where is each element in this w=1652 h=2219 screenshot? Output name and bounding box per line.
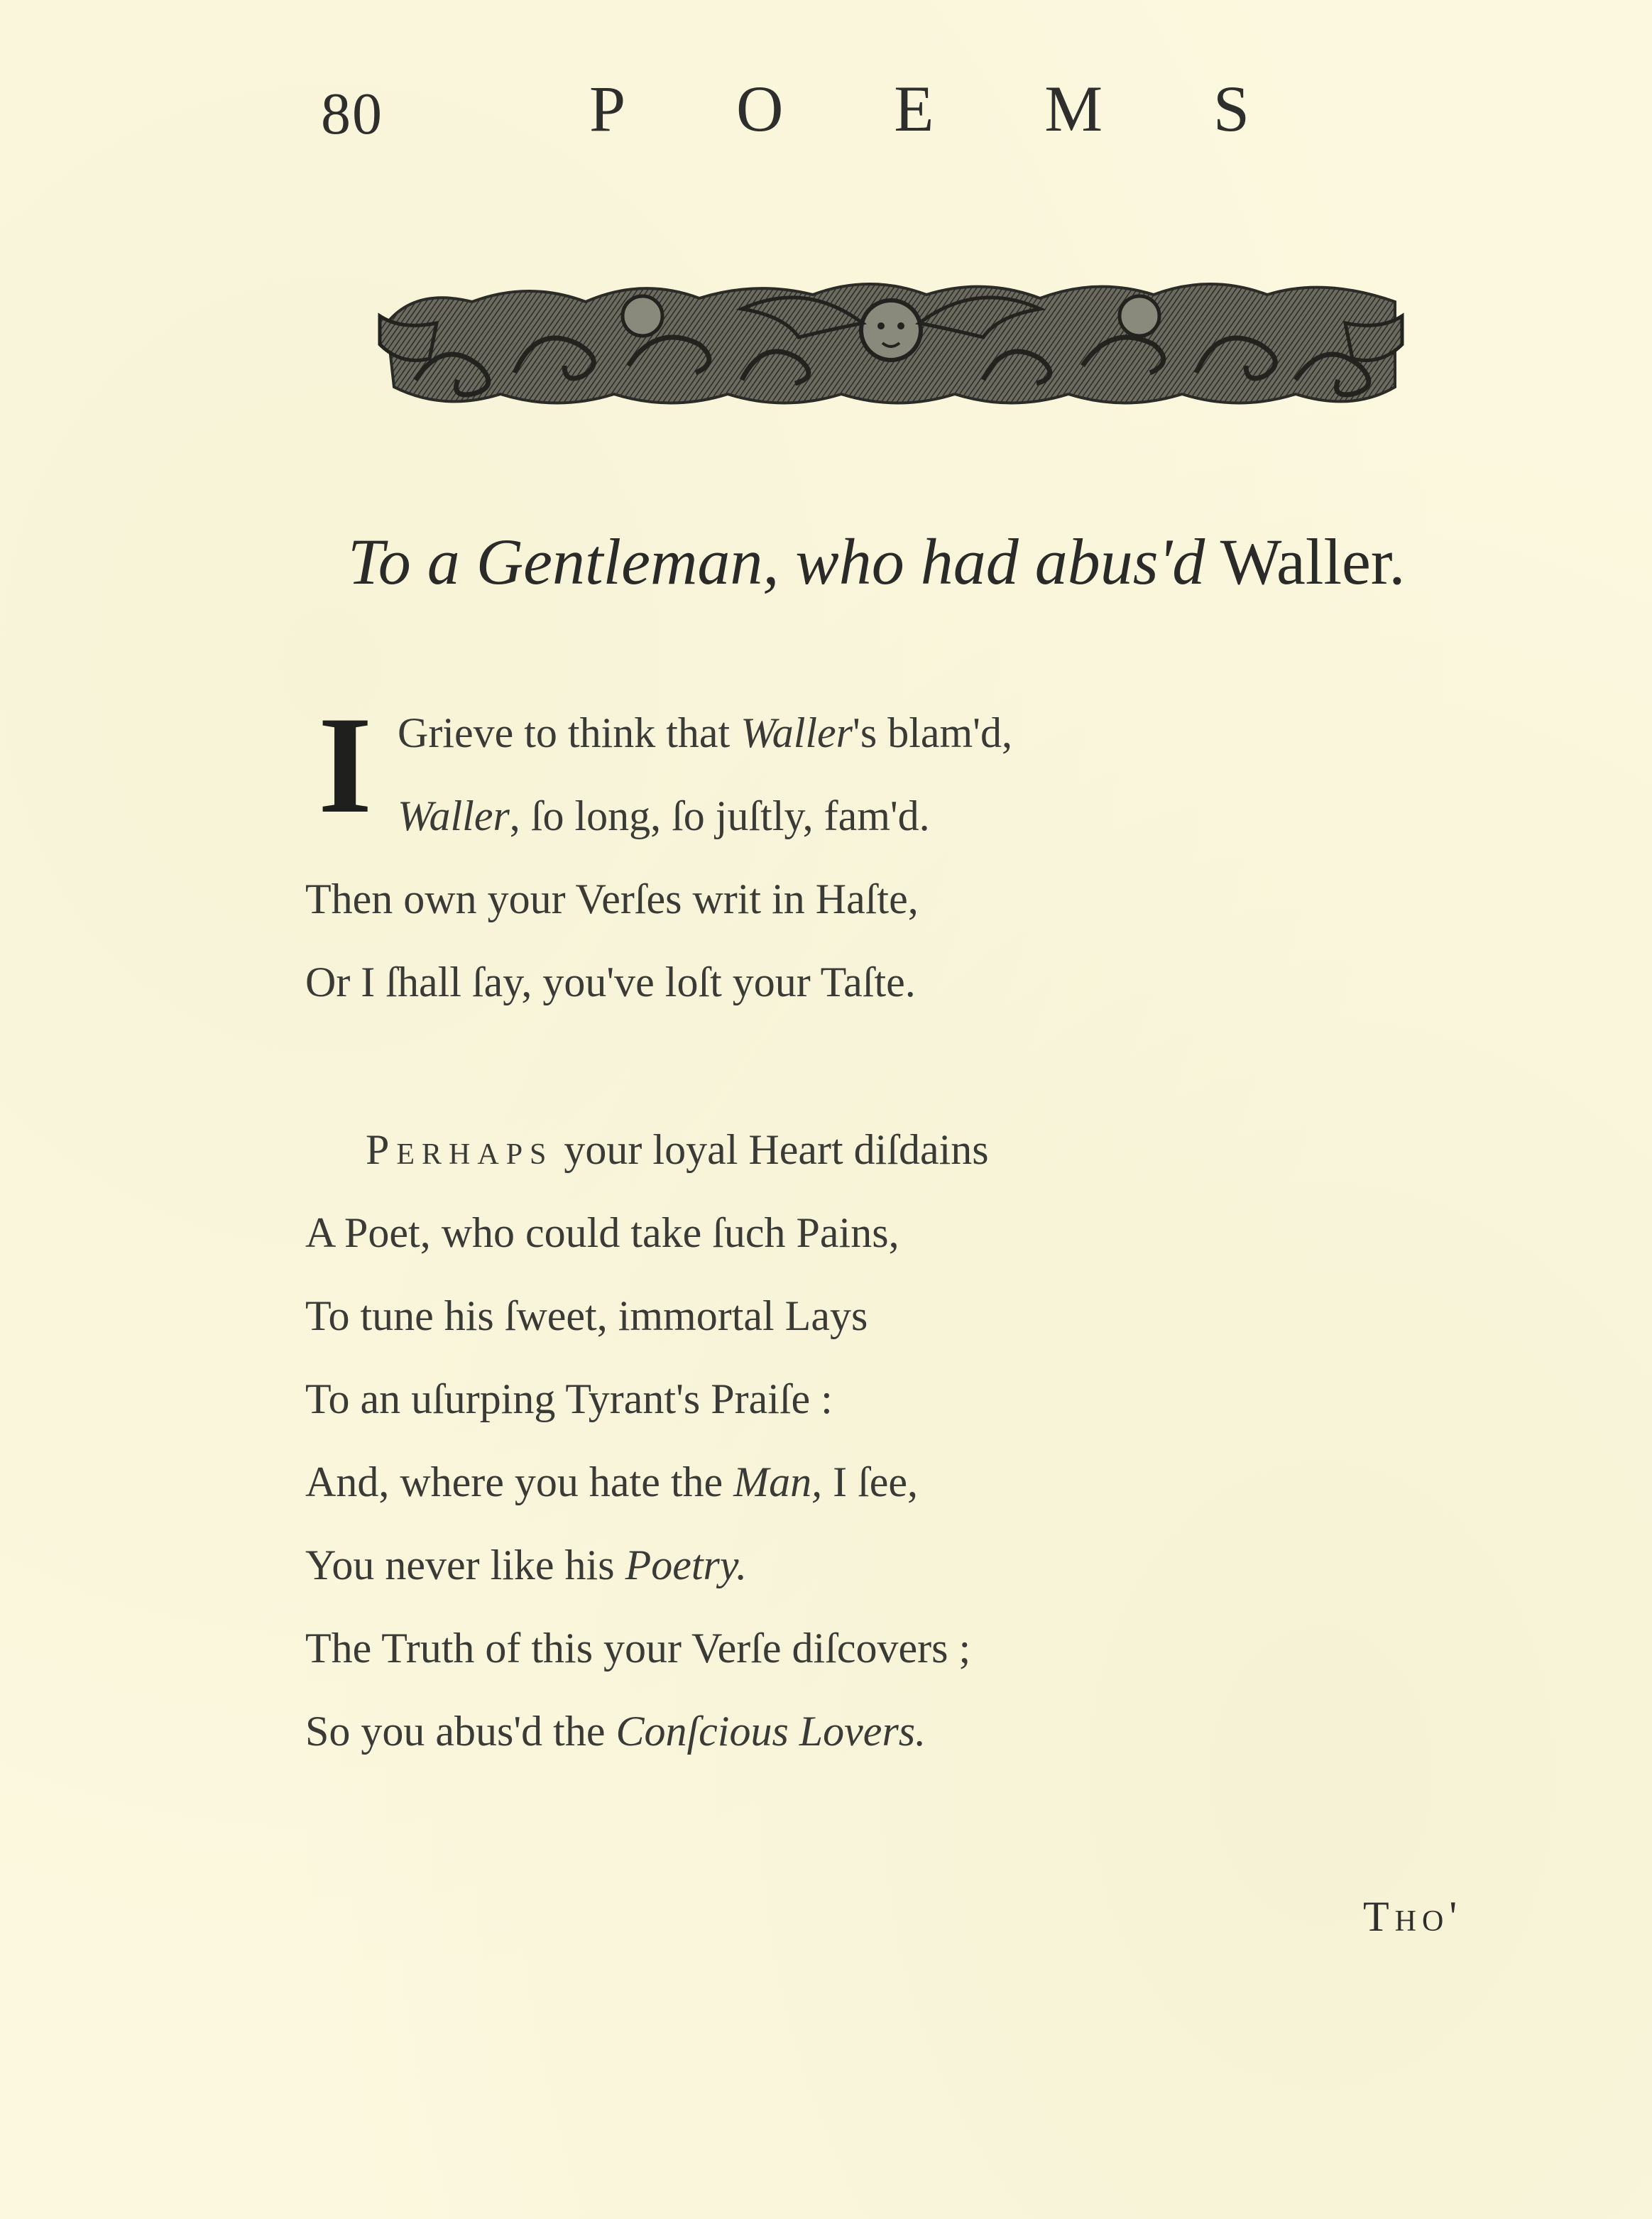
stanza-2-line-1 [366,1125,989,1174]
running-title [589,71,1249,146]
page-number: 80 [321,81,383,147]
headpiece-ornament-icon [373,273,1409,415]
stanza-2-line-4: To an uſurping Tyrant's Praiſe : [305,1375,833,1422]
text-segment-italic: Man, [733,1459,823,1505]
text-segment: your loyal Heart diſdains [553,1126,989,1173]
running-title-letter: O [735,72,784,145]
running-title-letter: P [589,72,626,145]
text-segment-italic: Conſcious Lovers. [616,1708,926,1755]
stanza-2-line-6 [305,1541,747,1590]
text-segment-italic: Poetry. [625,1542,748,1588]
stanza-1-line-2 [398,792,930,841]
text-segment: 's blam'd, [853,709,1012,756]
stanza-1-line-4: Or I ſhall ſay, you've loſt your Taſte. [305,959,916,1005]
text-segment-smallcaps: Perhaps [366,1126,554,1173]
running-title-letter: S [1213,72,1249,145]
poem-title-roman: Waller. [1220,525,1406,598]
catchword: Tho' [1363,1893,1463,1940]
text-segment: You never like his [305,1542,625,1588]
poem-title [348,524,1405,599]
text-segment-italic: Waller [740,709,853,756]
stanza-2-line-7: The Truth of this your Verſe diſcovers ; [305,1625,971,1672]
text-segment: I ſee, [822,1459,919,1505]
stanza-1-line-3: Then own your Verſes writ in Haſte, [305,876,919,922]
text-segment-italic: Waller [398,792,510,839]
stanza-2-line-8 [305,1707,926,1756]
text-segment: And, where you hate the [305,1459,734,1505]
running-title-letter: M [1044,72,1103,145]
drop-cap: I [318,688,373,842]
poem-title-italic: To a Gentleman, who had abus'd [348,525,1205,598]
text-segment: Grieve to think that [398,709,741,756]
stanza-2-line-2: A Poet, who could take ſuch Pains, [305,1209,899,1256]
stanza-2-line-5 [305,1458,918,1507]
stanza-2-line-3: To tune his ſweet, immortal Lays [305,1292,868,1339]
text-segment: , ſo long, ſo juſtly, fam'd. [509,792,930,839]
text-segment: So you abus'd the [305,1708,616,1755]
stanza-1-line-1 [398,709,1012,758]
running-title-letter: E [894,72,934,145]
